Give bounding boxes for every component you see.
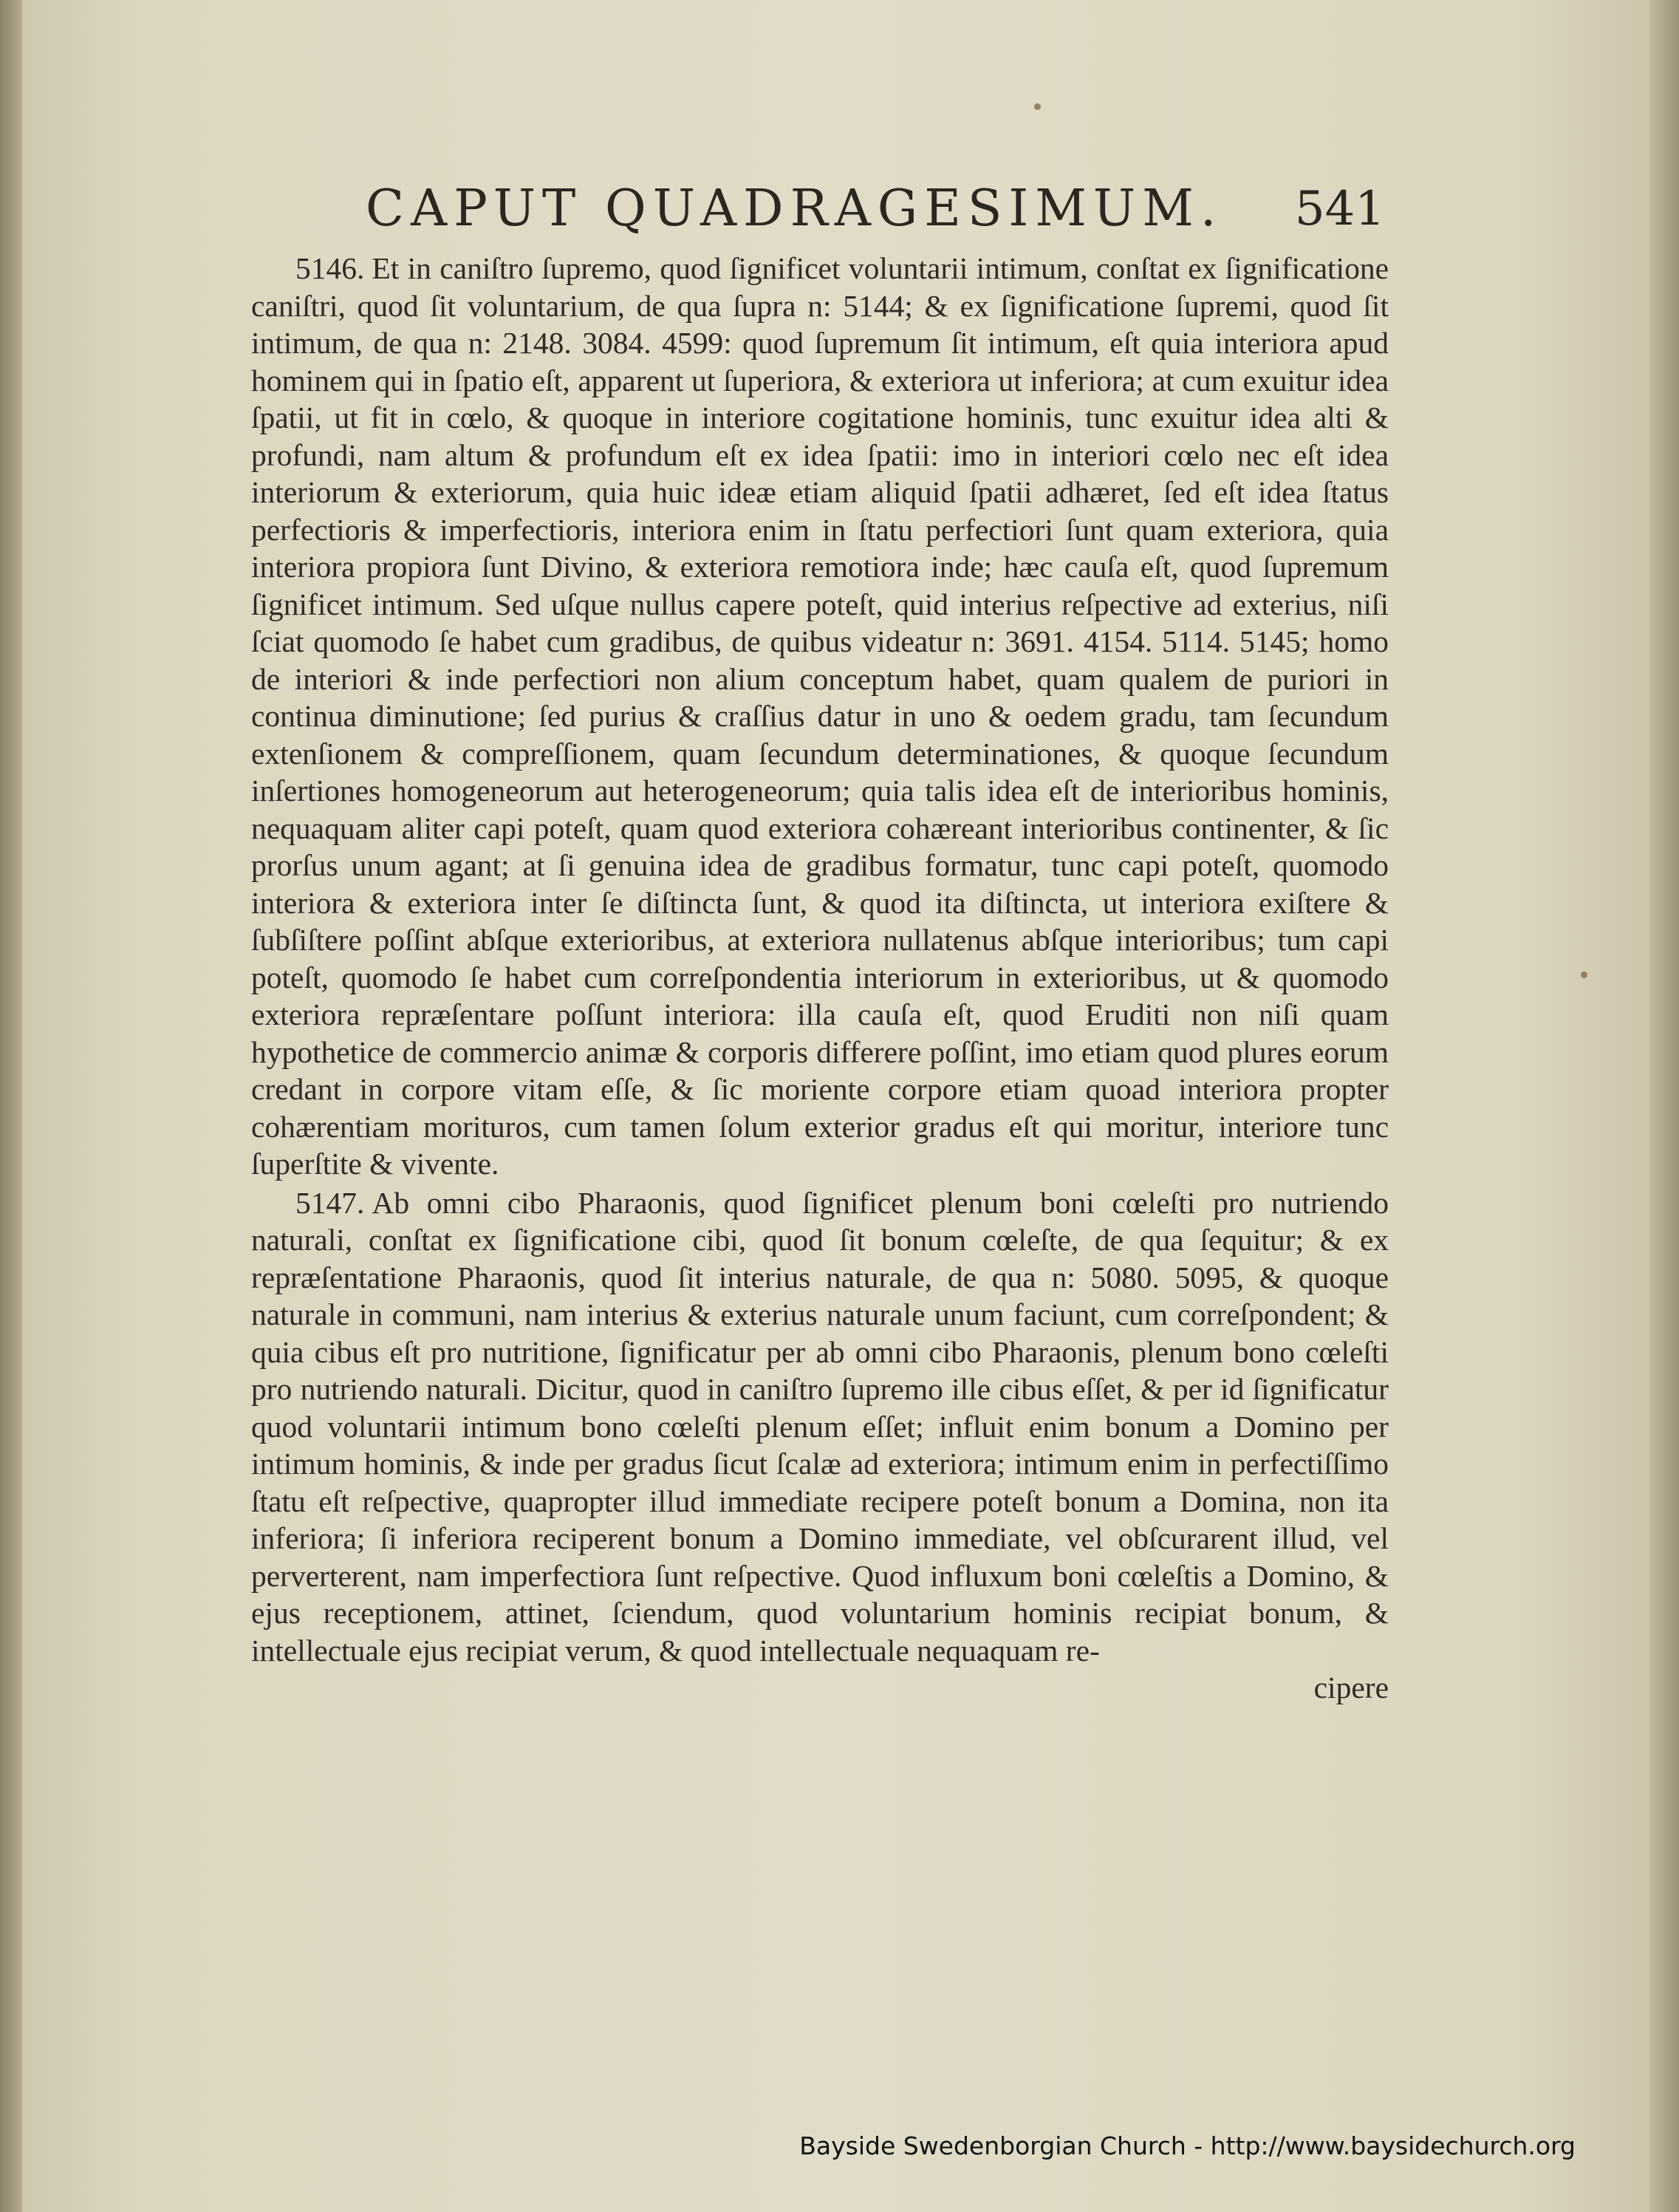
- paper-spot: [1581, 972, 1587, 978]
- paragraph-number: 5147.: [295, 1185, 365, 1220]
- paragraph-text: Et in caniſtro ſupremo, quod ſignificet voluntarii intimum, conſtat ex ſignificatione caniſtri, quod ſit voluntarium, de qua ſupra n: 5144; & ex ſignificatione ſupremi, quod ſit intimum, de qua n: 2148. 3084. 4599: quod ſupremum ſit intimum, eſt quia interiora apud hominem qui in ſpatio eſt, apparent ut ſuperiora, & exteriora ut inferiora; at cum exuitur idea ſpatii, ut fit in cœlo, & quoque in interiore cogitatione hominis, tunc exuitur idea alti & profundi, nam altum & profundum eſt ex idea ſpatii: imo in interiori cœlo nec eſt idea interiorum & exteriorum, quia huic ideæ etiam aliquid ſpatii adhæret, ſed eſt idea ſtatus perfectioris & imperfectioris, interiora enim in ſtatu perfectiori ſunt quam exteriora, quia interiora propiora ſunt Divino, & exteriora remotiora inde; hæc cauſa eſt, quod ſupremum ſignificet intimum. Sed uſque nullus capere poteſt, quid interius reſpective ad exterius, niſi ſciat quomodo ſe habet cum gradibus, de quibus videatur n: 3691. 4154. 5114. 5145; homo de interiori & inde perfectiori non alium conceptum habet, quam qualem de puriori in continua diminutione; ſed purius & craſſius datur in uno & oedem gradu, tam ſecundum extenſionem & compreſſionem, quam ſecundum determinationes, & quoque ſecundum inſertiones homogeneorum aut heterogeneorum; quia talis idea eſt de interioribus hominis, nequaquam aliter capi poteſt, quam quod exteriora cohæreant interioribus continenter, & ſic prorſus unum agant; at ſi genuina idea de gradibus formatur, tunc capi poteſt, quomodo interiora & exteriora inter ſe diſtincta ſunt, & quod ita diſtincta, ut interiora exiſtere & ſubſiſtere poſſint abſque exterioribus, at exteriora nullatenus abſque interioribus; tum capi poteſt, quomodo ſe habet cum correſpondentia interiorum in exterioribus, ut & quomodo exteriora repræſentare poſſunt interiora: illa cauſa eſt, quod Eruditi non niſi quam hypothetice de commercio animæ & corporis differere poſſint, imo etiam quod plures eorum credant in corpore vitam eſſe, & ſic moriente corpore etiam quoad interiora propter cohærentiam morituros, cum tamen ſolum exterior gradus eſt qui moritur, interiore tunc ſuperſtite & vivente.: [251, 251, 1389, 1181]
- page-header: [366, 176, 1385, 257]
- book-binding-edge: [0, 0, 22, 2212]
- paragraph-5147: [251, 1184, 1389, 1670]
- paragraph-text: Ab omni cibo Pharaonis, quod ſignificet plenum boni cœleſti pro nutriendo naturali, conſtat ex ſignificatione cibi, quod ſit bonum cœleſte, de qua ſequitur; & ex repræſentatione Pharaonis, quod ſit interius naturale, de qua n: 5080. 5095, & quoque naturale in communi, nam interius & exterius naturale unum faciunt, cum correſpondent; & quia cibus eſt pro nutritione, ſignificatur per ab omni cibo Pharaonis, plenum bono cœleſti pro nutriendo naturali. Dicitur, quod in caniſtro ſupremo ille cibus eſſet, & per id ſignificatur quod voluntarii intimum bono cœleſti plenum eſſet; influit enim bonum a Domino per intimum hominis, & inde per gradus ſicut ſcalæ ad exteriora; intimum enim in perfectiſſimo ſtatu eſt reſpective, quapropter illud immediate recipere poteſt bonum a Domina, non ita inferiora; ſi inferiora reciperent bonum a Domino immediate, vel obſcurarent illud, vel perverterent, nam imperfectiora ſunt reſpective. Quod influxum boni cœleſtis a Domino, & ejus receptionem, attinet, ſciendum, quod voluntarium hominis recipiat bonum, & intellectuale ejus recipiat verum, & quod intellectuale nequaquam re-: [251, 1185, 1389, 1667]
- running-title: CAPUT QUADRAGESIMUM.: [366, 180, 1223, 238]
- page-stack-edge: [1649, 0, 1679, 2212]
- paragraph-number: 5146.: [295, 251, 365, 285]
- paper-spot: [1034, 103, 1041, 110]
- page-number: 541: [1294, 182, 1385, 236]
- body-text: [251, 250, 1389, 1707]
- footer-credit: Bayside Swedenborgian Church - http://www.baysidechurch.org: [799, 2131, 1576, 2160]
- paragraph-5146: [251, 250, 1389, 1183]
- catchword: cipere: [1313, 1670, 1389, 1704]
